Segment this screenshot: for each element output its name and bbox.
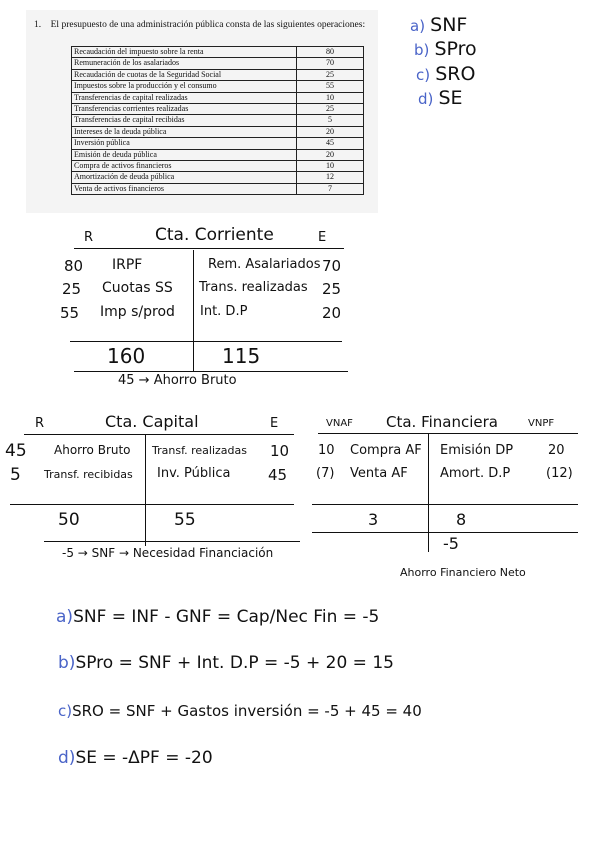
- solution-a: [56, 607, 379, 627]
- operation-label: Compra de activos financieros: [72, 161, 297, 172]
- operation-value: 70: [297, 58, 364, 69]
- corriente-title: Cta. Corriente: [155, 225, 274, 245]
- option-b-text: SPro: [434, 38, 477, 60]
- corriente-total-line: [70, 341, 342, 342]
- option-d-letter: d): [418, 90, 434, 108]
- financiera-title: Cta. Financiera: [386, 413, 498, 431]
- operation-value: 7: [297, 183, 364, 194]
- capital-total-right: 55: [174, 510, 196, 530]
- operation-label: Transferencias de capital recibidas: [72, 115, 297, 126]
- operation-value: 10: [297, 161, 364, 172]
- operation-row: [72, 183, 364, 194]
- operation-value: 25: [297, 104, 364, 115]
- solution-d: [58, 748, 213, 768]
- financiera-result: -5: [443, 534, 459, 553]
- operation-row: [72, 138, 364, 149]
- financiera-row-1-left-label: Compra AF: [350, 443, 422, 458]
- operation-value: 20: [297, 126, 364, 137]
- solution-b-text: SPro = SNF + Int. D.P = -5 + 20 = 15: [75, 653, 394, 673]
- operation-label: Emisión de deuda pública: [72, 149, 297, 160]
- corriente-ahorro-bruto-note: 45 → Ahorro Bruto: [118, 373, 237, 388]
- operation-value: 25: [297, 69, 364, 80]
- option-a: [410, 14, 467, 36]
- financiera-row-2-right-value: (12): [546, 466, 573, 481]
- operation-label: Inversión pública: [72, 138, 297, 149]
- financiera-row-1-right-label: Emisión DP: [440, 443, 514, 458]
- capital-vertical-line: [145, 434, 146, 546]
- operation-value: 45: [297, 138, 364, 149]
- corriente-row-1-right-label: Rem. Asalariados: [208, 257, 321, 272]
- capital-left-header: R: [35, 416, 45, 431]
- option-d-text: SE: [438, 87, 463, 109]
- financiera-total-right: 8: [456, 510, 467, 529]
- operation-row: [72, 47, 364, 58]
- financiera-row-1-right-value: 20: [548, 443, 565, 458]
- corriente-top-line: [74, 248, 344, 249]
- corriente-vertical-line: [193, 250, 194, 372]
- operations-table: [71, 46, 364, 195]
- solution-a-text: SNF = INF - GNF = Cap/Nec Fin = -5: [73, 607, 380, 627]
- exercise-question: [34, 20, 365, 30]
- solution-d-letter: d): [58, 748, 76, 768]
- operation-row: [72, 161, 364, 172]
- capital-title: Cta. Capital: [105, 412, 199, 431]
- capital-snf-note: -5 → SNF → Necesidad Financiación: [62, 546, 274, 560]
- operation-row: [72, 115, 364, 126]
- operation-label: Recaudación de cuotas de la Seguridad Social: [72, 69, 297, 80]
- operation-label: Remuneración de los asalariados: [72, 58, 297, 69]
- operation-row: [72, 58, 364, 69]
- corriente-row-1-right-value: 70: [322, 257, 342, 275]
- financiera-left-header: VNAF: [326, 418, 353, 429]
- financiera-row-2-left-value: (7): [316, 466, 335, 481]
- capital-row-1-left-label: Ahorro Bruto: [54, 443, 131, 457]
- operation-value: 12: [297, 172, 364, 183]
- capital-right-header: E: [270, 416, 279, 431]
- operation-label: Transferencias corrientes realizadas: [72, 104, 297, 115]
- corriente-row-1-left-label: IRPF: [112, 257, 143, 273]
- option-c-letter: c): [416, 66, 431, 84]
- operation-row: [72, 92, 364, 103]
- corriente-left-header: R: [84, 230, 94, 245]
- operation-row: [72, 69, 364, 80]
- capital-row-2-left-value: 5: [10, 465, 21, 485]
- solution-c: [58, 702, 422, 720]
- financiera-bottom-line: [312, 532, 578, 533]
- operation-row: [72, 126, 364, 137]
- financiera-vertical-line: [428, 434, 429, 552]
- financiera-total-line: [312, 504, 578, 505]
- corriente-row-3-left-label: Imp s/prod: [100, 304, 175, 320]
- operation-row: [72, 149, 364, 160]
- capital-total-line: [10, 504, 294, 505]
- corriente-row-1-left-value: 80: [64, 257, 84, 275]
- option-a-text: SNF: [430, 14, 468, 36]
- corriente-right-header: E: [318, 230, 327, 245]
- operation-label: Transferencias de capital realizadas: [72, 92, 297, 103]
- corriente-row-2-right-value: 25: [322, 280, 342, 298]
- capital-row-1-right-label: Transf. realizadas: [152, 444, 248, 457]
- corriente-row-2-right-label: Trans. realizadas: [199, 280, 308, 295]
- operation-value: 10: [297, 92, 364, 103]
- operation-row: [72, 81, 364, 92]
- capital-row-2-right-label: Inv. Pública: [157, 466, 231, 481]
- corriente-total-left: 160: [107, 344, 146, 368]
- operation-value: 80: [297, 47, 364, 58]
- financiera-top-line: [318, 433, 578, 434]
- corriente-row-2-left-label: Cuotas SS: [102, 280, 173, 296]
- capital-row-1-left-value: 45: [5, 441, 27, 461]
- corriente-bottom-line: [74, 371, 348, 372]
- financiera-row-1-left-value: 10: [318, 443, 335, 458]
- capital-total-left: 50: [58, 510, 80, 530]
- financiera-row-2-right-label: Amort. D.P: [440, 466, 511, 481]
- exercise-statement: El presupuesto de una administración pública consta de las siguientes operaciones:: [50, 20, 366, 30]
- financiera-right-header: VNPF: [528, 418, 555, 429]
- financiera-ahorro-financiero-note: Ahorro Financiero Neto: [400, 566, 526, 579]
- operation-label: Venta de activos financieros: [72, 183, 297, 194]
- solution-d-text: SE = -ΔPF = -20: [75, 748, 213, 768]
- corriente-row-3-right-label: Int. D.P: [200, 304, 248, 319]
- option-d: [418, 87, 463, 109]
- operation-label: Impuestos sobre la producción y el consumo: [72, 81, 297, 92]
- option-b-letter: b): [414, 41, 430, 59]
- corriente-row-3-right-value: 20: [322, 304, 342, 322]
- operation-row: [72, 172, 364, 183]
- financiera-row-2-left-label: Venta AF: [350, 466, 408, 481]
- capital-row-2-right-value: 45: [268, 466, 288, 484]
- solution-a-letter: a): [56, 607, 74, 627]
- operation-row: [72, 104, 364, 115]
- operation-value: 55: [297, 81, 364, 92]
- financiera-total-left: 3: [368, 510, 379, 529]
- corriente-row-2-left-value: 25: [62, 280, 82, 298]
- operation-value: 5: [297, 115, 364, 126]
- solution-c-letter: c): [58, 702, 73, 720]
- capital-row-2-left-label: Transf. recibidas: [44, 468, 133, 481]
- operation-value: 20: [297, 149, 364, 160]
- option-a-letter: a): [410, 17, 426, 35]
- option-b: [414, 38, 477, 60]
- capital-row-1-right-value: 10: [270, 442, 290, 460]
- corriente-total-right: 115: [222, 344, 261, 368]
- operation-label: Amortización de deuda pública: [72, 172, 297, 183]
- corriente-row-3-left-value: 55: [60, 304, 80, 322]
- operation-label: Recaudación del impuesto sobre la renta: [72, 47, 297, 58]
- capital-top-line: [24, 434, 294, 435]
- solution-c-text: SRO = SNF + Gastos inversión = -5 + 45 = 40: [72, 702, 422, 720]
- option-c: [416, 63, 475, 85]
- operation-label: Intereses de la deuda pública: [72, 126, 297, 137]
- exercise-number: 1.: [34, 20, 42, 30]
- option-c-text: SRO: [435, 63, 476, 85]
- capital-bottom-line: [44, 541, 300, 542]
- solution-b: [58, 653, 394, 673]
- solution-b-letter: b): [58, 653, 76, 673]
